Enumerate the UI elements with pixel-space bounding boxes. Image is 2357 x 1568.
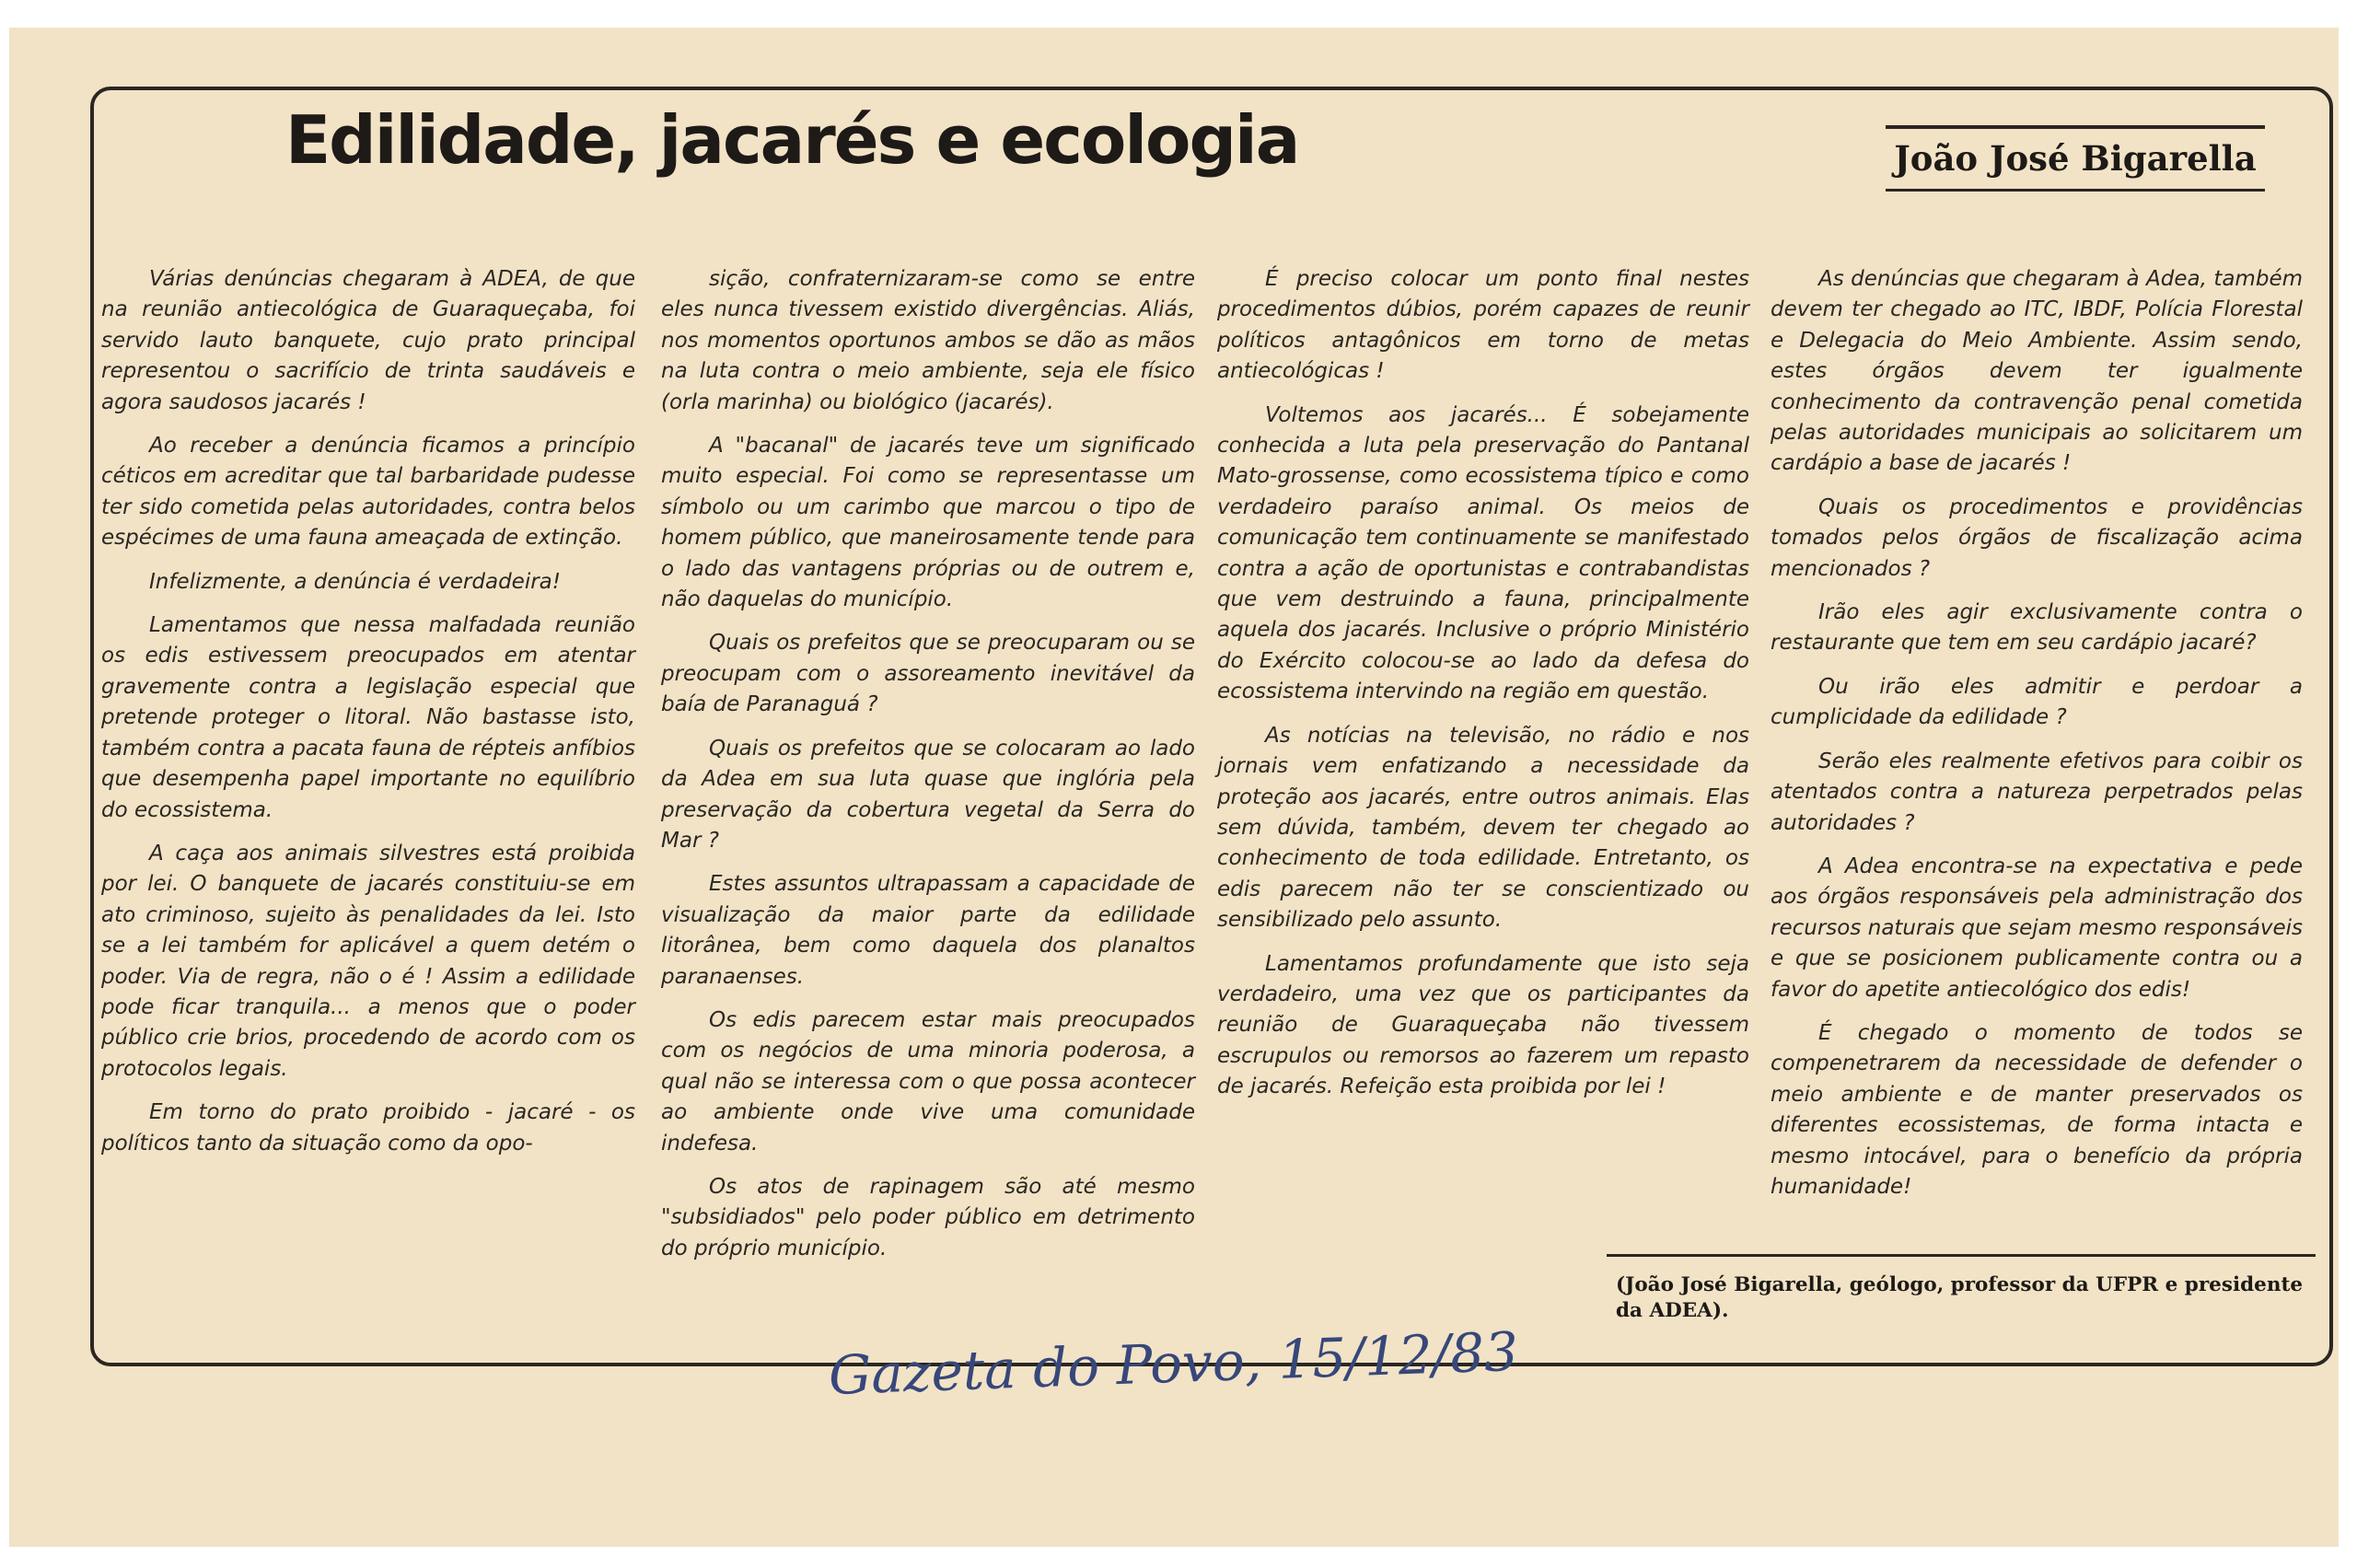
paragraph: A Adea encontra-se na expectativa e pede aos órgãos responsáveis pela administração dos recursos naturais que sejam mesmo responsáveis e que se posicionem publicamente contra ou a favor do apetite antiecológico dos edis! [1771,854,2303,1002]
paragraph: Irão eles agir exclusivamente contra o restaurante que tem em seu cardápio jacaré? [1771,600,2303,656]
paragraph: Lamentamos que nessa malfadada reunião os edis estivessem preocupados em atentar gravemente contra a legislação especial que pretende proteger o litoral. Não bastasse isto, também contra a pacata fauna de répteis anfíbios que desempenha papel importante no equilíbrio do ecossistema. [101,613,635,822]
handwritten-source-note: Gazeta do Povo, 15/12/83 [827,1319,1519,1407]
article-column-3 [1217,264,1749,1116]
paragraph: Quais os prefeitos que se preocuparam ou se preocupam com o assoreamento inevitável da baía de Paranaguá ? [661,631,1195,717]
paragraph: Estes assuntos ultrapassam a capacidade de visualização da maior parte da edilidade litorânea, bem como daquela dos planaltos paranaenses. [661,872,1195,989]
paragraph: Voltemos aos jacarés... É sobejamente conhecida a luta pela preservação do Pantanal Mato-grossense, como ecossistema típico e como verdadeiro paraíso animal. Os meios de comunicação tem continuamente se manifestado contra a ação de oportunistas e contrabandistas que vem destruindo a fauna, principalmente aquela dos jacarés. Inclusive o próprio Ministério do Exército colocou-se ao lado da defesa do ecossistema intervindo na região em questão. [1217,402,1749,704]
paragraph: Infelizmente, a denúncia é verdadeira! [149,569,561,594]
paragraph: Os atos de rapinagem são até mesmo "subsidiados" pelo poder público em detrimento do próprio município. [661,1174,1195,1260]
paragraph: A "bacanal" de jacarés teve um significado muito especial. Foi como se representasse um símbolo ou um carimbo que marcou o tipo de homem público, que maneirosamente tende para o lado das vantagens próprias ou de outrem e, não daquelas do município. [661,434,1195,612]
paragraph: Lamentamos profundamente que isto seja verdadeiro, uma vez que os participantes da reunião de Guaraqueçaba não tivessem escrupulos ou remorsos ao fazerem um repasto de jacarés. Refeição esta proibida por lei ! [1217,951,1749,1099]
article-column-1 [101,264,635,1172]
paragraph: Os edis parecem estar mais preocupados com os negócios de uma minoria poderosa, a qual não se interessa com o que possa acontecer ao ambiente onde vive uma comunidade indefesa. [661,1007,1195,1156]
article-title: Edilidade, jacarés e ecologia [285,101,1299,179]
paragraph: É preciso colocar um ponto final nestes procedimentos dúbios, porém capazes de reunir políticos antagônicos em torno de metas antiecológicas ! [1217,267,1749,384]
paragraph: Quais os procedimentos e providências tomados pelos órgãos de fiscalização acima mencionados ? [1771,494,2303,581]
paragraph: Em torno do prato proibido - jacaré - os políticos tanto da situação como da opo- [101,1100,635,1156]
paragraph: Ou irão eles admitir e perdoar a cumplicidade da edilidade ? [1771,674,2303,730]
paragraph: sição, confraternizaram-se como se entre eles nunca tivessem existido divergências. Aliás, nos momentos oportunos ambos se dão as mãos na luta contra o meio ambiente, seja ele físico (orla marinha) ou biológico (jacarés). [661,267,1195,414]
paragraph: É chegado o momento de todos se compenetrarem da necessidade de defender o meio ambiente e de manter preservados os diferentes ecossistemas, de forma intacta e mesmo intocável, para o benefício da própria humanidade! [1771,1020,2303,1199]
signature-rule [1607,1254,2316,1257]
paragraph: A caça aos animais silvestres está proibida por lei. O banquete de jacarés constituiu-se em ato criminoso, sujeito às penalidades da lei. Isto se a lei também for aplicável a quem detém o poder. Via de regra, não o é ! Assim a edilidade pode ficar tranquila... a menos que o poder público crie brios, procedendo de acordo com os protocolos legais. [101,841,635,1081]
author-signature-note: (João José Bigarella, geólogo, professor da UFPR e presidente da ADEA). [1616,1273,2304,1322]
paragraph: Serão eles realmente efetivos para coibir os atentados contra a natureza perpetrados pelas autoridades ? [1771,749,2303,835]
byline-box [1886,125,2265,192]
article-column-4 [1771,264,2303,1215]
paragraph: Quais os prefeitos que se colocaram ao lado da Adea em sua luta quase que inglória pela preservação da cobertura vegetal da Serra do Mar ? [661,736,1195,853]
article-column-2 [661,264,1195,1277]
author-byline: João José Bigarella [1894,138,2257,179]
paragraph: Ao receber a denúncia ficamos a princípio céticos em acreditar que tal barbaridade pudesse ter sido cometida pelas autoridades, contra belos espécimes de uma fauna ameaçada de extinção. [101,434,635,551]
paragraph: As notícias na televisão, no rádio e nos jornais vem enfatizando a necessidade da proteção aos jacarés, entre outros animais. Elas sem dúvida, também, devem ter chegado ao conhecimento de toda edilidade. Entretanto, os edis parecem não ter se conscientizado ou sensibilizado pelo assunto. [1217,723,1749,933]
paragraph: As denúncias que chegaram à Adea, também devem ter chegado ao ITC, IBDF, Polícia Florestal e Delegacia do Meio Ambiente. Assim sendo, estes órgãos devem ter igualmente conhecimento da contravenção penal cometida pelas autoridades municipais ao solicitarem um cardápio a base de jacarés ! [1771,267,2303,476]
paragraph: Várias denúncias chegaram à ADEA, de que na reunião antiecológica de Guaraqueçaba, foi servido lauto banquete, cujo prato principal representou o sacrifício de trinta saudáveis e agora saudosos jacarés ! [101,267,635,414]
